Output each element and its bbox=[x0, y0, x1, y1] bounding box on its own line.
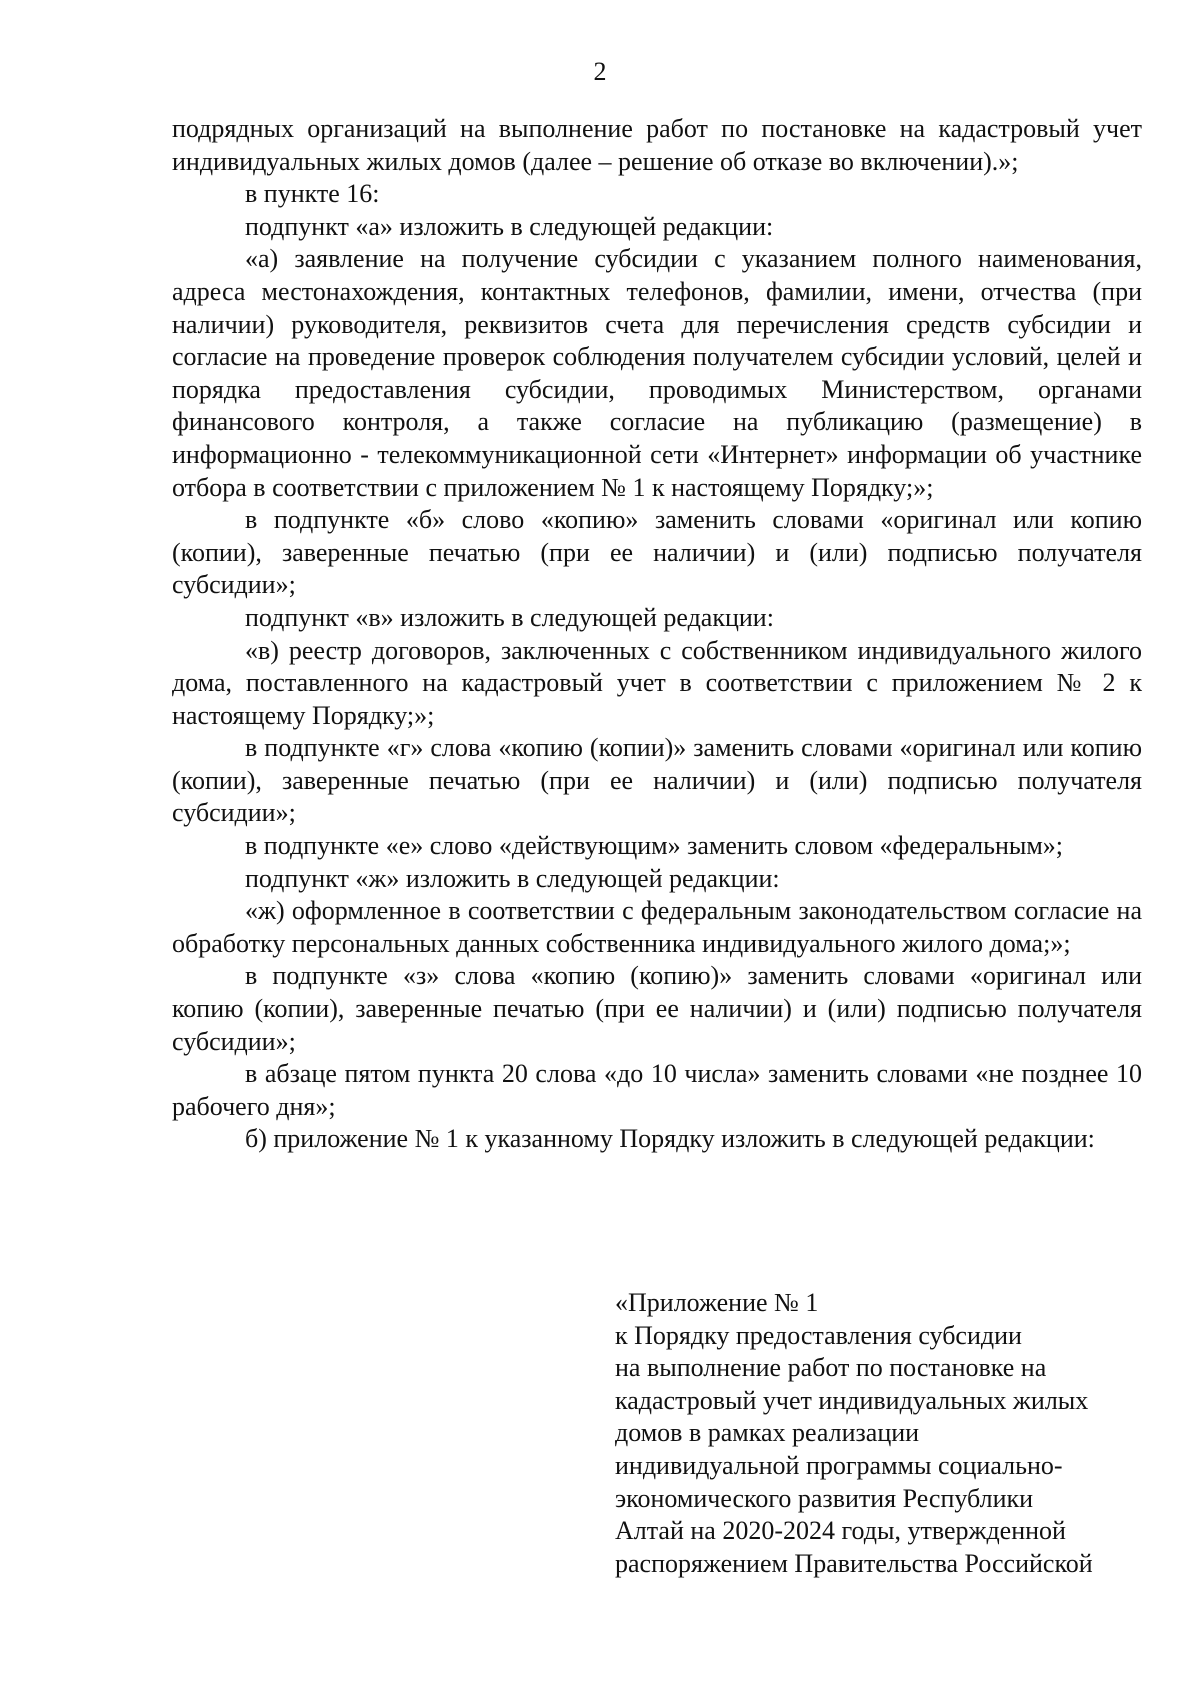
paragraph: в подпункте «з» слова «копию (копию)» заменить словами «оригинал или копию (копии), заверенные печатью (при ее наличии) и (или) подписью получателя субсидии»; bbox=[172, 961, 1142, 1056]
appendix-heading-line: индивидуальной программы социально- bbox=[615, 1450, 1063, 1480]
paragraph: «а) заявление на получение субсидии с указанием полного наименования, адреса местонахождения, контактных телефонов, фамилии, имени, отчества (при наличии) руководителя, реквизитов счета для перечисления средств субсидии и согласие на проведение проверок соблюдения получателем субсидии условий, целей и порядка предоставления субсидии, проводимых Министерством, органами финансового контроля, а также согласие на публикацию (размещение) в информационно - телекоммуникационной сети «Интернет» информации об участнике отбора в соответствии с приложением № 1 к настоящему Порядку;»; bbox=[172, 244, 1142, 502]
appendix-heading-line: Алтай на 2020-2024 годы, утвержденной bbox=[615, 1516, 1066, 1546]
appendix-heading-line: распоряжением Правительства Российской bbox=[615, 1548, 1093, 1578]
paragraph: «ж) оформленное в соответствии с федеральным законодательством согласие на обработку персональных данных собственника индивидуального жилого дома;»; bbox=[172, 896, 1142, 958]
paragraph: в абзаце пятом пункта 20 слова «до 10 числа» заменить словами «не позднее 10 рабочего дня»; bbox=[172, 1059, 1142, 1121]
paragraph: б) приложение № 1 к указанному Порядку изложить в следующей редакции: bbox=[245, 1124, 1095, 1154]
appendix-heading-line: на выполнение работ по постановке на bbox=[615, 1353, 1047, 1383]
paragraph: подрядных организаций на выполнение работ по постановке на кадастровый учет индивидуальных жилых домов (далее – решение об отказе во включении).»; bbox=[172, 114, 1142, 176]
appendix-heading-line: к Порядку предоставления субсидии bbox=[615, 1320, 1022, 1350]
paragraph: подпункт «ж» изложить в следующей редакции: bbox=[245, 863, 780, 893]
appendix-heading-line: кадастровый учет индивидуальных жилых bbox=[615, 1385, 1089, 1415]
appendix-heading-block bbox=[615, 1287, 1155, 1580]
paragraph: в подпункте «е» слово «действующим» заменить словом «федеральным»; bbox=[245, 831, 1064, 861]
appendix-heading-line: экономического развития Республики bbox=[615, 1483, 1034, 1513]
appendix-heading-line: «Приложение № 1 bbox=[615, 1288, 819, 1317]
page-number: 2 bbox=[593, 57, 607, 86]
paragraph: «в) реестр договоров, заключенных с собственником индивидуального жилого дома, поставленного на кадастровый учет в соответствии с приложением № 2 к настоящему Порядку;»; bbox=[172, 635, 1142, 730]
paragraph: в пункте 16: bbox=[245, 179, 380, 209]
body-text bbox=[172, 113, 1142, 1156]
paragraph: в подпункте «б» слово «копию» заменить словами «оригинал или копию (копии), заверенные печатью (при ее наличии) и (или) подписью получателя субсидии»; bbox=[172, 505, 1142, 600]
paragraph: подпункт «а» изложить в следующей редакции: bbox=[245, 211, 774, 241]
appendix-heading-line: домов в рамках реализации bbox=[615, 1418, 920, 1448]
paragraph: в подпункте «г» слова «копию (копии)» заменить словами «оригинал или копию (копии), заверенные печатью (при ее наличии) и (или) подписью получателя субсидии»; bbox=[172, 733, 1142, 828]
paragraph: подпункт «в» изложить в следующей редакции: bbox=[245, 602, 774, 632]
